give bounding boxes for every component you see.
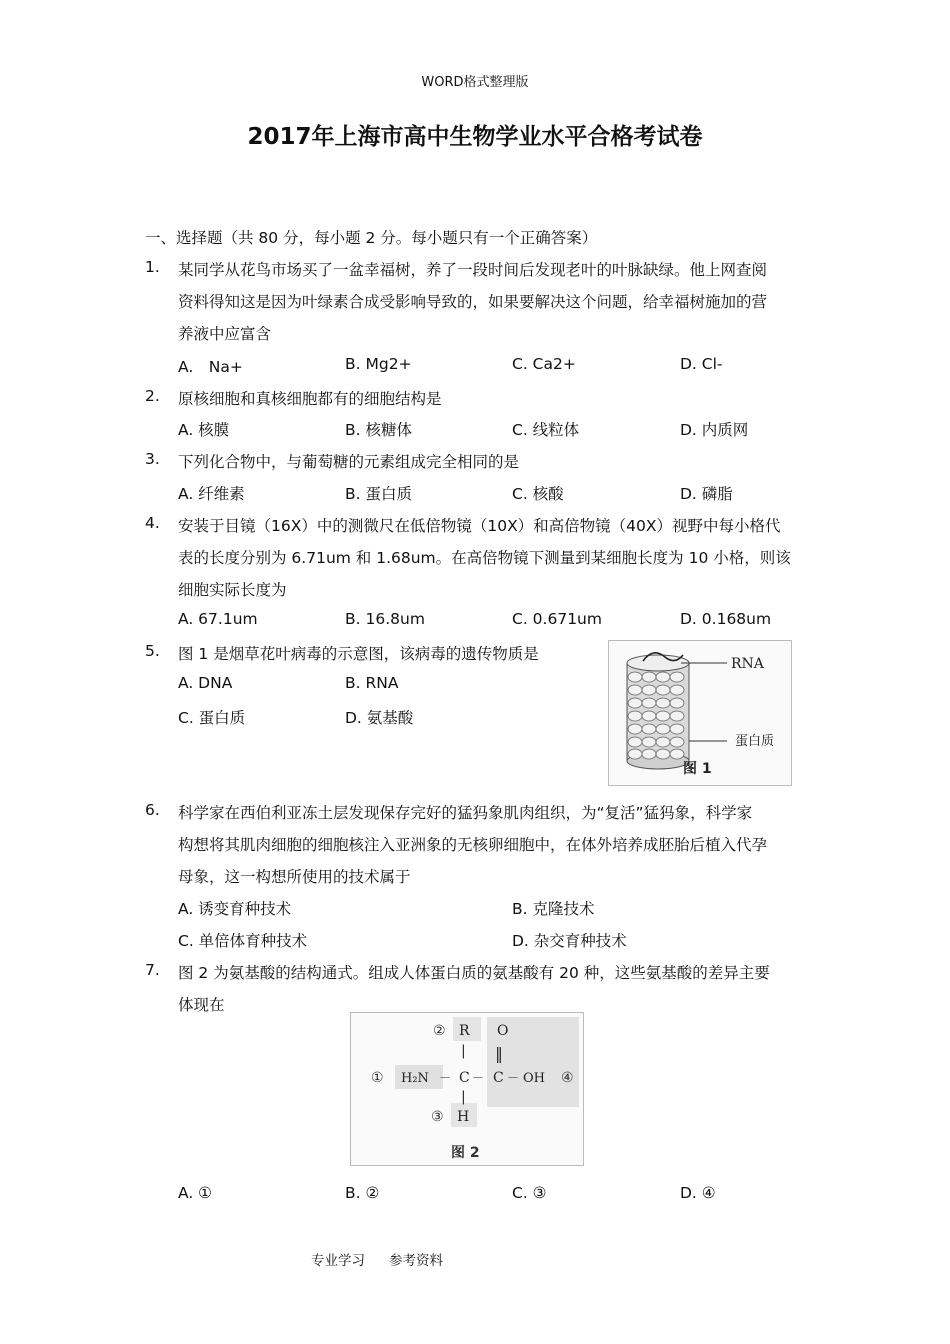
question-7-option-a: A. ① [178,1184,213,1202]
question-5-option-d: D. 氨基酸 [345,709,414,727]
question-3-option-a: A. 纤维素 [178,485,245,503]
question-7-number: 7. [145,961,160,979]
question-7-option-c: C. ③ [512,1184,547,1202]
question-1-option-c: C. Ca2+ [512,355,576,373]
question-6-option-b: B. 克隆技术 [512,900,595,918]
question-6-option-a: A. 诱变育种技术 [178,900,292,918]
question-1-number: 1. [145,258,160,276]
carboxyl-carbon: C [493,1070,504,1086]
figure-1-caption: 图 1 [683,761,712,777]
virus-illustration [609,641,791,785]
question-1-option-a: A. Na+ [178,358,243,376]
question-7-line-2: 体现在 [178,996,225,1014]
question-6-line-2: 构想将其肌肉细胞的细胞核注入亚洲象的无核卵细胞中，在体外培养成胚胎后植入代孕 [178,836,768,854]
question-4-option-c: C. 0.671um [512,610,602,628]
question-2-number: 2. [145,387,160,405]
question-2-option-b: B. 核糖体 [345,421,412,439]
bond-carbon: － [472,1071,485,1085]
marker-2: ② [433,1023,446,1039]
question-4-line-2: 表的长度分别为 6.71um 和 1.68um。在高倍物镜下测量到某细胞长度为 10 小格，则该 [178,549,791,567]
figure-1-virus-diagram [608,640,792,786]
page-title: 2017年上海市高中生物学业水平合格考试卷 [247,124,703,150]
question-4-option-b: B. 16.8um [345,610,425,628]
question-3-number: 3. [145,450,160,468]
bond-hydroxyl: － [507,1071,520,1085]
bond-amino: － [439,1071,452,1085]
r-group: R [459,1023,470,1039]
hydrogen-atom: H [457,1109,470,1125]
bond-h: | [461,1089,466,1105]
question-6-number: 6. [145,801,160,819]
question-4-option-d: D. 0.168um [680,610,772,628]
question-2-option-a: A. 核膜 [178,421,230,439]
question-3-option-c: C. 核酸 [512,485,564,503]
question-3-option-d: D. 磷脂 [680,485,733,503]
hydroxyl-group: OH [523,1071,545,1086]
marker-3: ③ [431,1109,444,1125]
amino-group: H₂N [401,1071,429,1086]
bond-r: | [461,1043,466,1059]
question-6-option-c: C. 单倍体育种技术 [178,932,308,950]
question-5-line-1: 图 1 是烟草花叶病毒的示意图，该病毒的遗传物质是 [178,645,539,663]
question-1-option-b: B. Mg2+ [345,355,412,373]
question-2-option-c: C. 线粒体 [512,421,580,439]
question-2-option-d: D. 内质网 [680,421,749,439]
double-bond: ‖ [495,1044,503,1063]
question-4-option-a: A. 67.1um [178,610,258,628]
page-header: WORD格式整理版 [421,75,529,90]
footer-left-text: 专业学习 [311,1253,365,1269]
question-1-line-3: 养液中应富含 [178,325,272,343]
question-3-line-1: 下列化合物中，与葡萄糖的元素组成完全相同的是 [178,453,520,471]
amino-acid-formula [351,1013,583,1165]
question-1-option-d: D. Cl- [680,355,723,373]
question-1-line-2: 资料得知这是因为叶绿素合成受影响导致的，如果要解决这个问题，给幸福树施加的营 [178,293,768,311]
footer-right-text: 参考资料 [389,1253,443,1269]
question-5-number: 5. [145,642,160,660]
marker-1: ① [371,1070,384,1086]
question-4-number: 4. [145,514,160,532]
alpha-carbon: C [459,1070,470,1086]
question-5-option-c: C. 蛋白质 [178,709,246,727]
figure-2-amino-acid-structure [350,1012,584,1166]
question-1-line-1: 某同学从花鸟市场买了一盆幸福树，养了一段时间后发现老叶的叶脉缺绿。他上网查阅 [178,261,768,279]
question-4-line-1: 安装于目镜（16X）中的测微尺在低倍物镜（10X）和高倍物镜（40X）视野中每小格代 [178,517,781,535]
question-6-line-1: 科学家在西伯利亚冻土层发现保存完好的猛犸象肌肉组织，为“复活”猛犸象，科学家 [178,804,753,822]
question-5-option-a: A. DNA [178,674,233,692]
figure-1-protein-label: 蛋白质 [735,734,775,749]
question-5-option-b: B. RNA [345,674,399,692]
marker-4: ④ [561,1070,574,1086]
figure-1-rna-label: RNA [731,656,764,672]
question-6-option-d: D. 杂交育种技术 [512,932,627,950]
question-4-line-3: 细胞实际长度为 [178,581,287,599]
question-3-option-b: B. 蛋白质 [345,485,412,503]
question-7-option-d: D. ④ [680,1184,716,1202]
section-heading: 一、选择题（共 80 分，每小题 2 分。每小题只有一个正确答案） [145,229,598,247]
figure-2-caption: 图 2 [451,1145,480,1161]
oxygen-atom: O [497,1023,509,1039]
question-7-line-1: 图 2 为氨基酸的结构通式。组成人体蛋白质的氨基酸有 20 种，这些氨基酸的差异主要 [178,964,770,982]
question-2-line-1: 原核细胞和真核细胞都有的细胞结构是 [178,390,442,408]
question-7-option-b: B. ② [345,1184,380,1202]
question-6-line-3: 母象，这一构想所使用的技术属于 [178,868,411,886]
